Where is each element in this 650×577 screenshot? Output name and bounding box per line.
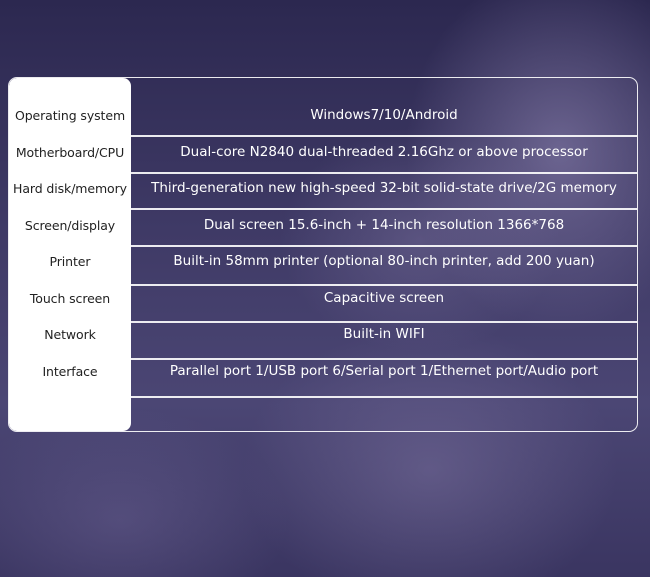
spec-value: Dual-core N2840 dual-threaded 2.16Ghz or above processor: [180, 144, 588, 160]
spec-label: Operating system: [14, 107, 126, 123]
spec-row-screen-display: [9, 207, 637, 243]
spec-value: Third-generation new high-speed 32-bit solid-state drive/2G memory: [151, 180, 617, 196]
spec-value: Parallel port 1/USB port 6/Serial port 1/Ethernet port/Audio port: [169, 363, 599, 379]
spec-label: Interface: [42, 363, 98, 379]
spec-row-interface: [9, 353, 637, 389]
spec-label: Touch screen: [29, 290, 111, 306]
spec-value: Windows7/10/Android: [310, 107, 458, 123]
spec-value: Capacitive screen: [323, 290, 445, 306]
spec-value: Built-in WIFI: [343, 326, 425, 342]
spec-row-operating-system: [9, 97, 637, 133]
spec-label: Printer: [49, 253, 91, 269]
spec-row-motherboard-cpu: [9, 134, 637, 170]
spec-label: Motherboard/CPU: [15, 144, 125, 160]
spec-table: [8, 77, 638, 432]
row-divider: [131, 396, 637, 398]
spec-value: Dual screen 15.6-inch + 14-inch resolution 1366*768: [203, 217, 565, 233]
spec-row-touch-screen: [9, 280, 637, 316]
spec-label: Hard disk/memory: [13, 180, 127, 196]
spec-row-hard-disk-memory: [9, 170, 637, 206]
spec-row-printer: [9, 243, 637, 279]
spec-row-network: [9, 316, 637, 352]
spec-value: Built-in 58mm printer (optional 80-inch printer, add 200 yuan): [173, 253, 595, 269]
spec-label: Screen/display: [24, 217, 116, 233]
spec-label: Network: [44, 326, 96, 342]
